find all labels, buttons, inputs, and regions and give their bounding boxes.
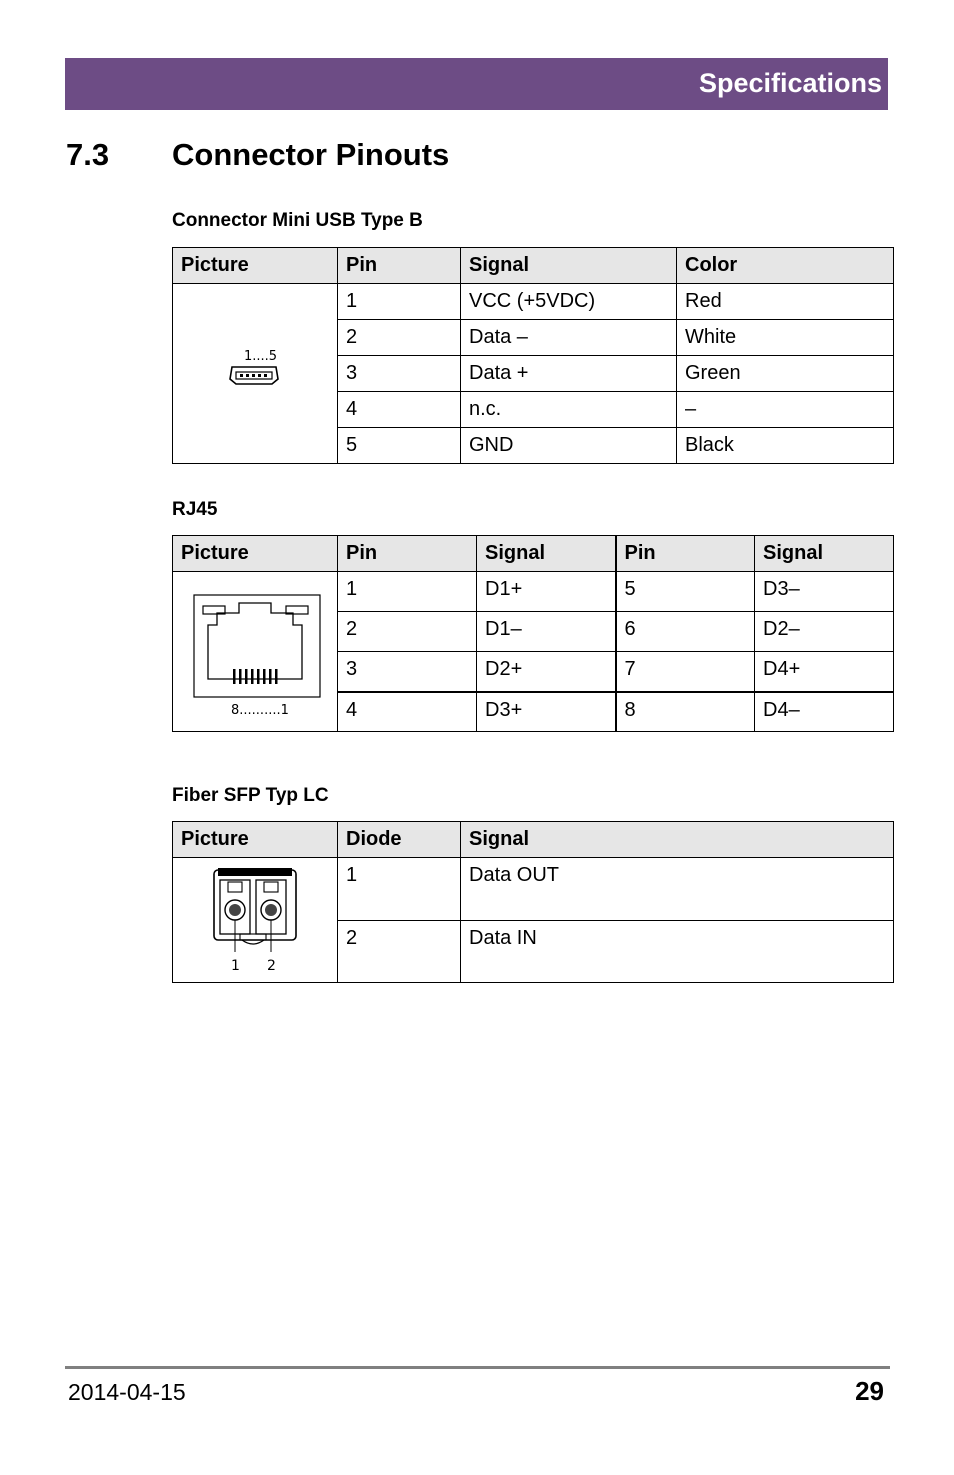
color-cell: Black <box>677 428 894 464</box>
column-header: Picture <box>173 248 338 284</box>
pin-cell: 7 <box>616 652 755 692</box>
table-header-row <box>173 536 894 572</box>
rj45-connector-icon <box>185 579 325 719</box>
sfp-label-2: 2 <box>267 958 276 974</box>
signal-cell: D2+ <box>477 652 616 692</box>
header-title: Specifications <box>698 68 882 98</box>
column-header: Diode <box>338 822 461 858</box>
diode-cell: 1 <box>338 858 461 921</box>
footer-date: 2014-04-15 <box>68 1379 186 1405</box>
color-cell: White <box>677 320 894 356</box>
table-header-row <box>173 248 894 284</box>
table-row <box>173 284 894 320</box>
signal-cell: Data + <box>461 356 677 392</box>
signal-cell: Data – <box>461 320 677 356</box>
column-header: Signal <box>461 822 894 858</box>
pin-cell: 2 <box>338 320 461 356</box>
table-row <box>173 858 894 921</box>
pin-cell: 3 <box>338 356 461 392</box>
table-header-row <box>173 822 894 858</box>
mini-usb-connector-icon <box>220 341 290 401</box>
pin-cell: 1 <box>338 572 477 612</box>
usb-pin-range-label: 1....5 <box>244 348 278 364</box>
signal-cell: D4– <box>755 692 894 732</box>
color-cell: – <box>677 392 894 428</box>
table-row <box>173 572 894 612</box>
header-bar <box>65 58 888 110</box>
sfp-lc-connector-icon <box>200 858 310 976</box>
column-header: Signal <box>461 248 677 284</box>
usb-subheading: Connector Mini USB Type B <box>172 210 423 231</box>
signal-cell: Data IN <box>461 920 894 983</box>
pin-cell: 4 <box>338 392 461 428</box>
signal-cell: VCC (+5VDC) <box>461 284 677 320</box>
color-cell: Green <box>677 356 894 392</box>
rj45-pinout-table <box>172 535 894 732</box>
pin-cell: 8 <box>616 692 755 732</box>
page-number: 29 <box>855 1376 884 1406</box>
signal-cell: D1+ <box>477 572 616 612</box>
signal-cell: D3+ <box>477 692 616 732</box>
signal-cell: GND <box>461 428 677 464</box>
pin-cell: 6 <box>616 612 755 652</box>
column-header: Pin <box>616 536 755 572</box>
column-header: Pin <box>338 536 477 572</box>
footer-divider <box>65 1366 890 1369</box>
sfp-picture-cell <box>173 858 338 983</box>
sfp-label-1: 1 <box>231 958 240 974</box>
usb-pinout-table <box>172 247 894 464</box>
diode-cell: 2 <box>338 920 461 983</box>
column-header: Picture <box>173 536 338 572</box>
pin-cell: 1 <box>338 284 461 320</box>
column-header: Pin <box>338 248 461 284</box>
sfp-pinout-table <box>172 821 894 983</box>
signal-cell: Data OUT <box>461 858 894 921</box>
signal-cell: D4+ <box>755 652 894 692</box>
pin-cell: 5 <box>338 428 461 464</box>
signal-cell: D2– <box>755 612 894 652</box>
column-header: Color <box>677 248 894 284</box>
pin-cell: 2 <box>338 612 477 652</box>
sfp-subheading: Fiber SFP Typ LC <box>172 785 329 806</box>
column-header: Picture <box>173 822 338 858</box>
signal-cell: D3– <box>755 572 894 612</box>
rj45-subheading: RJ45 <box>172 499 218 520</box>
usb-picture-cell <box>173 284 338 464</box>
pin-cell: 5 <box>616 572 755 612</box>
signal-cell: n.c. <box>461 392 677 428</box>
pin-cell: 4 <box>338 692 477 732</box>
section-title: Connector Pinouts <box>172 137 450 172</box>
rj45-picture-cell <box>173 572 338 732</box>
column-header: Signal <box>755 536 894 572</box>
color-cell: Red <box>677 284 894 320</box>
rj45-pin-range-label: 8..........1 <box>231 702 289 718</box>
pin-cell: 3 <box>338 652 477 692</box>
section-heading <box>66 137 449 173</box>
section-number: 7.3 <box>66 137 110 172</box>
column-header: Signal <box>477 536 616 572</box>
signal-cell: D1– <box>477 612 616 652</box>
